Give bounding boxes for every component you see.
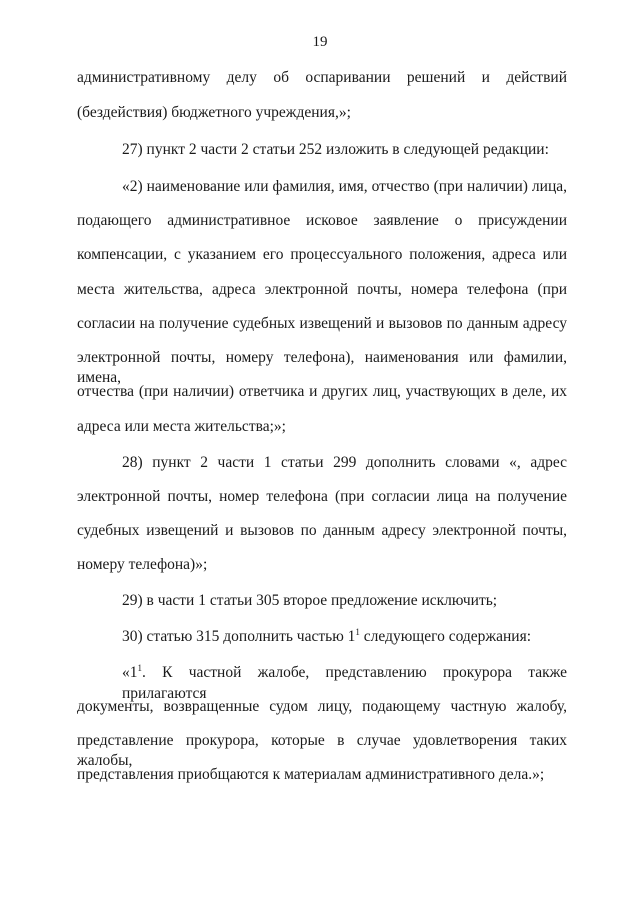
text-line: электронной почты, номер телефона (при согласии лица на получение <box>77 488 567 505</box>
text-line: номеру телефона)»; <box>77 556 208 573</box>
superscript: 1 <box>137 663 142 673</box>
text-segment: следующего содержания: <box>359 628 532 645</box>
text-line: представления приобщаются к материалам административного дела.»; <box>77 766 545 783</box>
text-line: электронной почты, номеру телефона), наименования или фамилии, имена, <box>77 349 567 386</box>
page-number: 19 <box>312 34 328 50</box>
text-line: документы, возвращенные судом лицу, подающему частную жалобу, <box>77 698 567 715</box>
text-line: представление прокурора, которые в случае удовлетворения таких жалобы, <box>77 732 567 769</box>
text-line: (бездействия) бюджетного учреждения,»; <box>77 104 351 121</box>
text-line: 29) в части 1 статьи 305 второе предложение исключить; <box>122 592 498 609</box>
superscript: 1 <box>355 627 360 637</box>
text-line: компенсации, с указанием его процессуального положения, адреса или <box>77 246 567 263</box>
text-segment: . К частной жалобе, представлению прокурора также прилагаются <box>122 664 567 702</box>
text-line <box>122 627 567 648</box>
text-line <box>122 663 567 702</box>
text-line: судебных извещений и вызовов по данным адресу электронной почты, <box>77 522 567 539</box>
text-line: «2) наименование или фамилия, имя, отчество (при наличии) лица, <box>122 178 567 195</box>
text-line: адреса или места жительства;»; <box>77 418 286 435</box>
text-line: места жительства, адреса электронной почты, номера телефона (при <box>77 281 567 298</box>
text-segment: «1 <box>122 664 138 681</box>
text-line: административному делу об оспаривании решений и действий <box>77 69 567 86</box>
text-line: отчества (при наличии) ответчика и других лиц, участвующих в деле, их <box>77 383 567 400</box>
text-line: согласии на получение судебных извещений и вызовов по данным адресу <box>77 315 567 332</box>
text-line: подающего административное исковое заявление о присуждении <box>77 212 567 229</box>
text-line: 27) пункт 2 части 2 статьи 252 изложить в следующей редакции: <box>122 141 549 158</box>
text-segment: 30) статью 315 дополнить частью 1 <box>122 628 356 645</box>
text-line: 28) пункт 2 части 1 статьи 299 дополнить словами «, адрес <box>122 454 567 471</box>
